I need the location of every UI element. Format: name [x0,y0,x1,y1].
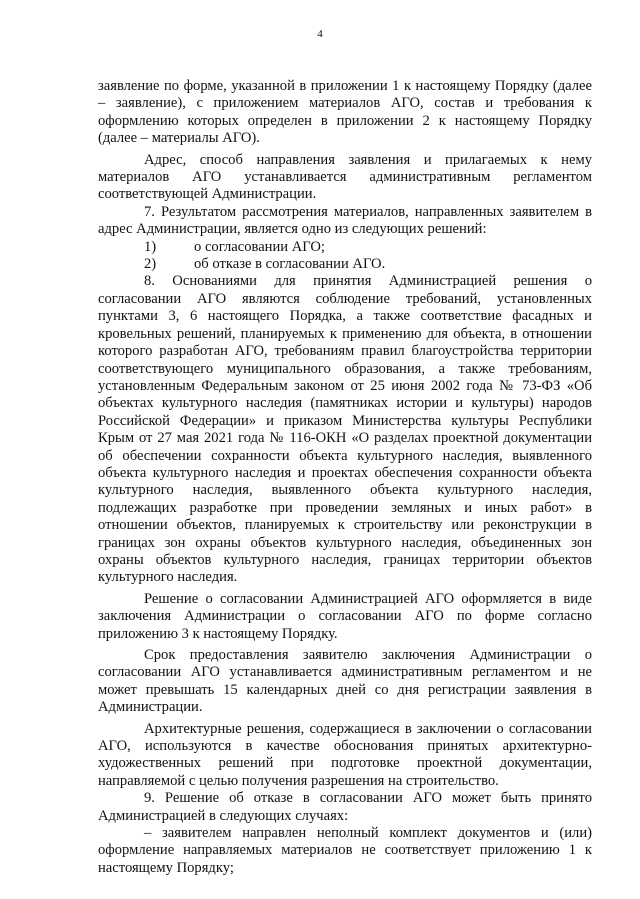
paragraph-item-9: 9. Решение об отказе в согласовании АГО может быть принято Администрацией в следующих случаях: [98,790,592,824]
paragraph-architectural-solutions: Архитектурные решения, содержащиеся в заключении о согласовании АГО, используются в качестве обоснования принятых архитектурно-художественных решений при подготовке проектной документации, направляемой с целью получения разрешения на строительство. [98,720,592,789]
document-body [98,78,592,877]
list-item [98,239,592,256]
list-item-number: 2) [144,256,157,273]
paragraph-address: Адрес, способ направления заявления и прилагаемых к нему материалов АГО устанавливается административным регламентом соответствующей Администрации. [98,151,592,203]
paragraph-application-continuation: заявление по форме, указанной в приложении 1 к настоящему Порядку (далее – заявление), с приложением материалов АГО, состав и требования к оформлению которых определен в приложении 2 к настоящему Порядку (далее – материалы АГО). [98,78,592,147]
paragraph-deadline: Срок предоставления заявителю заключения Администрации о согласовании АГО устанавливается административным регламентом и не может превышать 15 календарных дней со дня регистрации заявления в Администрации. [98,647,592,716]
list-item-number: 1) [144,238,157,255]
paragraph-item-8: 8. Основаниями для принятия Администрацией решения о согласовании АГО являются соблюдение требований, установленных пунктами 3, 6 настоящего Порядка, а также соответствие фасадных и кровельных решений, планируемых к применению для объекта, в отношении которого разработан АГО, требованиям правил благоустройства территории соответствующего муниципального образования, а также требованиям, установленным Федеральным законом от 25 июня 2002 года № 73-ФЗ «Об объектах культурного наследия (памятниках истории и культуры) народов Российской Федерации» и приказом Министерства культуры Республики Крым от 27 мая 2021 года № 116-ОКН «О разделах проектной документации об обеспечении сохранности объекта культурного наследия, выявленного объекта культурного наследия и проектах обеспечения сохранности объекта культурного наследия, выявленного объекта культурного наследия, подлежащих разработке при проведении земляных и иных работ» в отношении объектов, планируемых к строительству или реконструкции в границах зон охраны объектов культурного наследия, объединенных зон охраны объектов культурного наследия, границах территории объектов культурного наследия. [98,273,592,586]
paragraph-decision: Решение о согласовании Администрацией АГО оформляется в виде заключения Администрации о согласовании АГО по форме согласно приложению 3 к настоящему Порядку. [98,590,592,642]
list-item [98,256,592,273]
list-item-text: о согласовании АГО; [194,238,325,255]
paragraph-item-7: 7. Результатом рассмотрения материалов, направленных заявителем в адрес Администрации, является одно из следующих решений: [98,203,592,238]
paragraph-refusal-case: – заявителем направлен неполный комплект документов и (или) оформление направляемых материалов не соответствует приложению 1 к настоящему Порядку; [98,825,592,876]
list-item-text: об отказе в согласовании АГО. [194,256,386,273]
page-number: 4 [317,28,323,40]
